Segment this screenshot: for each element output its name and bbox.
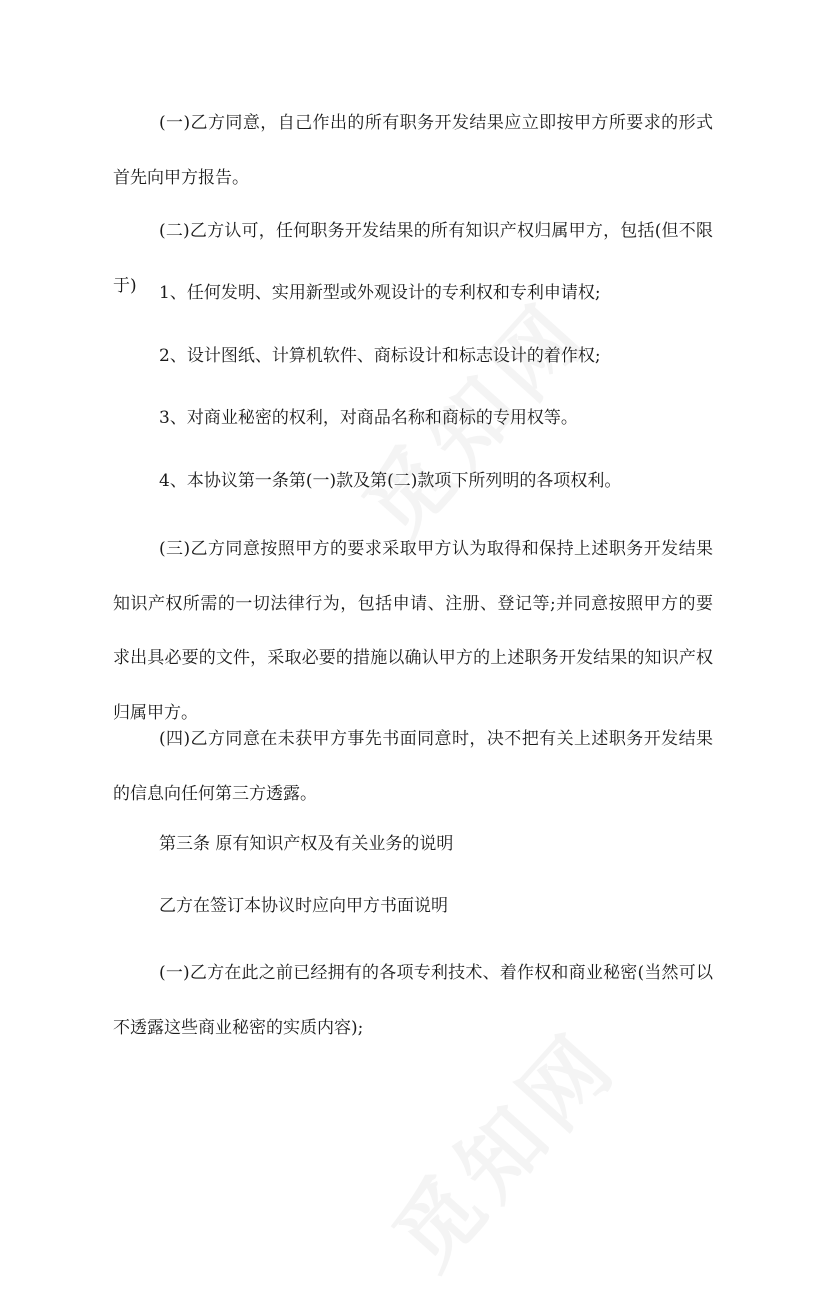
list-item-2: 2、设计图纸、计算机软件、商标设计和标志设计的着作权; xyxy=(159,346,601,366)
paragraph-1: (一)乙方同意，自己作出的所有职务开发结果应立即按甲方所要求的形式首先向甲方报告。 xyxy=(113,113,713,188)
section-heading-article-3: 第三条 原有知识产权及有关业务的说明 xyxy=(159,834,454,854)
paragraph-6: (一)乙方在此之前已经拥有的各项专利技术、着作权和商业秘密(当然可以不透露这些商业秘密的实质内容); xyxy=(113,963,713,1038)
list-item-1: 1、任何发明、实用新型或外观设计的专利权和专利申请权; xyxy=(159,283,601,303)
paragraph-4: (四)乙方同意在未获甲方事先书面同意时，决不把有关上述职务开发结果的信息向任何第三方透露。 xyxy=(113,729,713,804)
paragraph-2: (二)乙方认可，任何职务开发结果的所有知识产权归属甲方，包括(但不限于) xyxy=(113,221,713,296)
paragraph-5: 乙方在签订本协议时应向甲方书面说明 xyxy=(159,896,448,916)
list-item-3: 3、对商业秘密的权利，对商品名称和商标的专用权等。 xyxy=(159,408,578,428)
list-item-4: 4、本协议第一条第(一)款及第(二)款项下所列明的各项权利。 xyxy=(159,471,622,491)
paragraph-3: (三)乙方同意按照甲方的要求采取甲方认为取得和保持上述职务开发结果知识产权所需的一切法律行为，包括申请、注册、登记等;并同意按照甲方的要求出具必要的文件，采取必要的措施以确认甲方的上述职务开发结果的知识产权归属甲方。 xyxy=(113,539,713,723)
